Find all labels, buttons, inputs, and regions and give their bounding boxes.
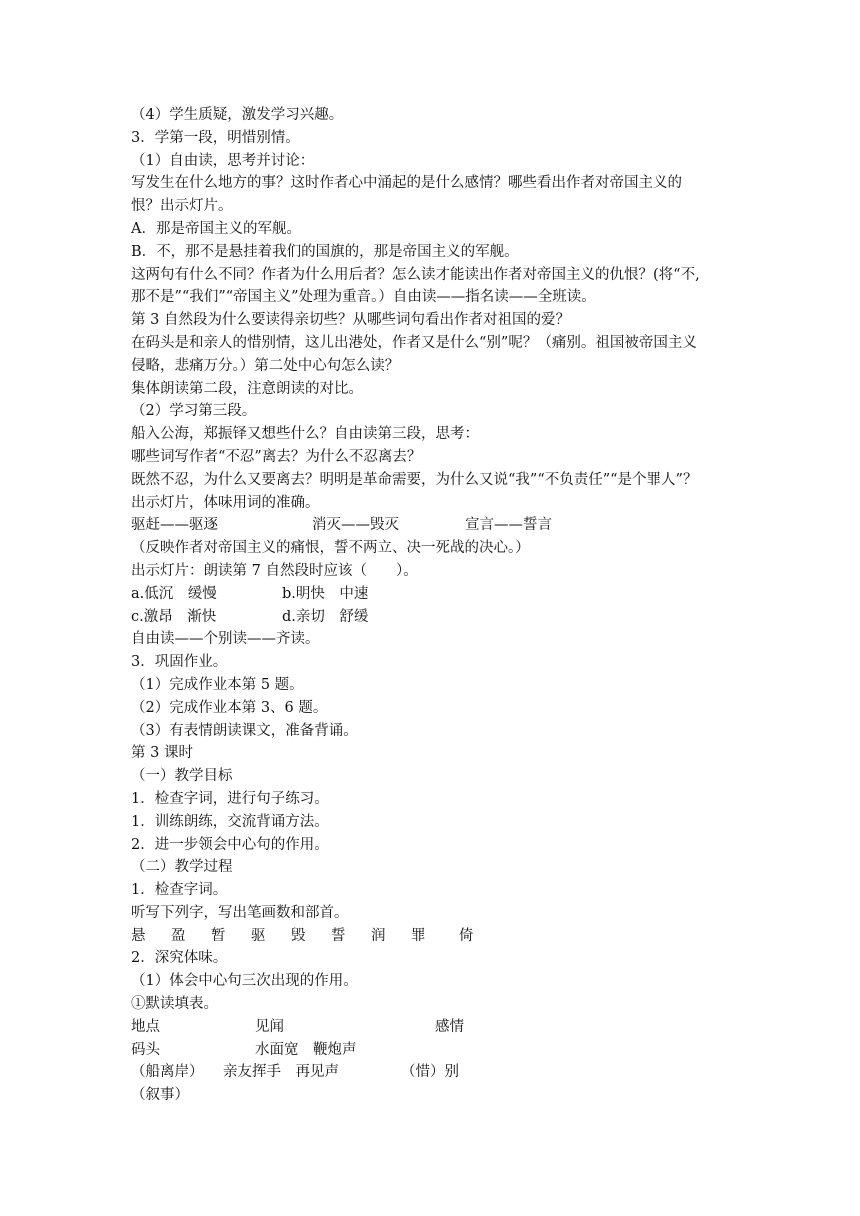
text-line: 出示灯片：朗读第 7 自然段时应该（ ）。 [131, 562, 418, 579]
option: c.激昂 渐快 [131, 608, 217, 625]
dictation-char: 驱 [251, 927, 266, 944]
text-line: 写发生在什么地方的事？这时作者心中涌起的是什么感情？哪些看出作者对帝国主义的 [131, 175, 682, 192]
text-line: 1．检查字词。 [131, 882, 228, 899]
text-line: 第 3 自然段为什么要读得亲切些？从哪些词句看出作者对祖国的爱？ [131, 312, 570, 329]
table-cell: 水面宽 鞭炮声 [255, 1041, 357, 1058]
word-pair: 消灭——毁灭 [312, 517, 399, 534]
dictation-char: 盈 [171, 927, 186, 944]
text-line: ①默读填表。 [131, 996, 218, 1013]
text-line: 1．训练朗练，交流背诵方法。 [131, 813, 329, 830]
word-pair: 驱赶——驱逐 [131, 517, 218, 534]
text-line: （2）完成作业本第 3、6 题。 [131, 699, 328, 716]
document-body [131, 104, 741, 1107]
text-line: B．不，那不是悬挂着我们的国旗的，那是帝国主义的军舰。 [131, 243, 519, 260]
text-line: 那不是”“我们”“帝国主义”处理为重音。）自由读——指名读——全班读。 [131, 289, 596, 306]
text-line: 在码头是和亲人的惜别情，这儿出港处，作者又是什么“别”呢？（痛别。祖国被帝国主义 [131, 334, 697, 351]
text-line: 集体朗读第二段，注意朗读的对比。 [131, 380, 363, 397]
dictation-char: 罪 [411, 927, 426, 944]
text-line: 这两句有什么不同？作者为什么用后者？怎么读才能读出作者对帝国主义的仇恨？(将“不, [131, 266, 700, 283]
table-row [131, 1084, 741, 1107]
text-line: （3）有表情朗读课文，准备背诵。 [131, 722, 358, 739]
table-header: 感情 [435, 1018, 464, 1035]
dictation-chars-row [131, 925, 741, 948]
option: a.低沉 缓慢 [131, 585, 217, 602]
text-line: 出示灯片，体味用词的准确。 [131, 494, 320, 511]
text-line: （2）学习第三段。 [131, 403, 257, 420]
word-pairs-row [131, 514, 741, 537]
dictation-char: 润 [371, 927, 386, 944]
text-line: （二）教学过程 [131, 859, 233, 876]
text-line: （反映作者对帝国主义的痛恨，誓不两立、决一死战的决心。） [131, 540, 530, 557]
dictation-char: 暂 [211, 927, 226, 944]
text-line: 既然不忍，为什么又要离去？明明是革命需要，为什么又说“我”“不负责任”“是个罪人”？ [131, 471, 698, 488]
text-line: 2．进一步领会中心句的作用。 [131, 836, 329, 853]
table-cell: （叙事） [131, 1087, 189, 1104]
text-line: （4）学生质疑，激发学习兴趣。 [131, 107, 344, 123]
text-line: 哪些词写作者“不忍”离去？为什么不忍离去？ [131, 448, 422, 465]
text-line: （一）教学目标 [131, 768, 233, 785]
table-header-row [131, 1016, 741, 1039]
option: b.明快 中速 [282, 585, 369, 602]
text-line: A．那是帝国主义的军舰。 [131, 220, 301, 237]
table-header: 见闻 [255, 1018, 284, 1035]
table-cell: （船离岸） [131, 1064, 204, 1081]
dictation-char: 倚 [459, 927, 474, 944]
text-line: 恨？出示灯片。 [131, 198, 233, 215]
text-line: （1）体会中心句三次出现的作用。 [131, 973, 358, 990]
text-line: 侵略，悲痛万分。）第二处中心句怎么读？ [131, 357, 400, 374]
text-line: 船入公海，郑振铎又想些什么？自由读第三段，思考： [131, 426, 479, 443]
lesson-heading: 第 3 课时 [131, 745, 193, 762]
dictation-char: 毁 [291, 927, 306, 944]
table-row [131, 1061, 741, 1084]
section-heading: 3．巩固作业。 [131, 654, 228, 671]
table-cell: 亲友挥手 再见声 [223, 1064, 339, 1081]
text-line: 1．检查字词，进行句子练习。 [131, 790, 329, 807]
table-cell: 码头 [131, 1041, 160, 1058]
table-cell: （惜）别 [401, 1064, 459, 1081]
section-heading: 3．学第一段，明惜别情。 [131, 129, 300, 146]
dictation-char: 悬 [131, 927, 146, 944]
section-heading: 2．深究体味。 [131, 950, 228, 967]
table-header: 地点 [131, 1018, 160, 1035]
options-row [131, 606, 741, 629]
text-line: 听写下列字，写出笔画数和部首。 [131, 904, 349, 921]
table-row [131, 1039, 741, 1062]
word-pair: 宣言——誓言 [465, 517, 552, 534]
text-line: （1）自由读，思考并讨论： [131, 152, 315, 169]
text-line: 自由读——个别读——齐读。 [131, 631, 320, 648]
dictation-char: 誓 [331, 927, 346, 944]
option: d.亲切 舒缓 [282, 608, 369, 625]
options-row [131, 583, 741, 606]
text-line: （1）完成作业本第 5 题。 [131, 676, 304, 693]
